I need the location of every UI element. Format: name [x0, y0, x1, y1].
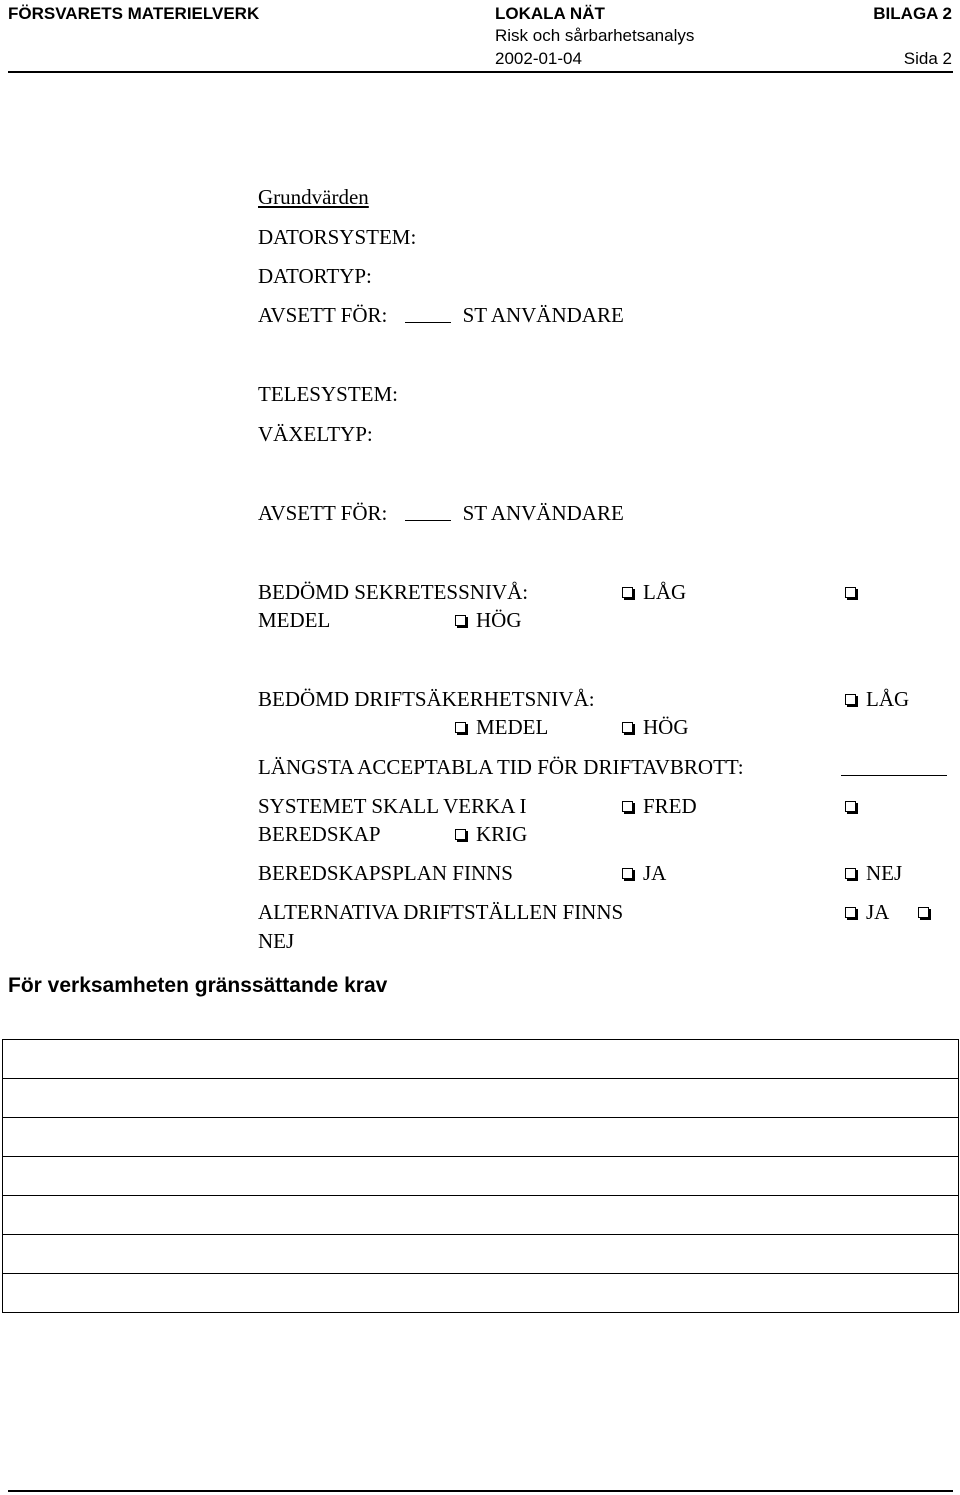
- table-cell[interactable]: [3, 1040, 959, 1079]
- table-cell[interactable]: [3, 1274, 959, 1313]
- header-date: 2002-01-04: [495, 49, 582, 68]
- table-cell[interactable]: [3, 1235, 959, 1274]
- table-row: [3, 1274, 959, 1313]
- table-row: [3, 1196, 959, 1235]
- drift-option-hog[interactable]: HÖG: [622, 715, 689, 739]
- plan-label: BEREDSKAPSPLAN FINNS: [258, 861, 513, 885]
- table-cell[interactable]: [3, 1157, 959, 1196]
- table-cell[interactable]: [3, 1079, 959, 1118]
- verka-option-beredskap-label: BEREDSKAP: [258, 822, 381, 846]
- section-heading: Grundvärden: [258, 185, 369, 209]
- avsett-for-row-2: [258, 501, 624, 525]
- checkbox-icon[interactable]: [845, 801, 856, 812]
- header-subtitle: Risk och sårbarhetsanalys: [495, 26, 695, 45]
- checkbox-icon[interactable]: [845, 587, 856, 598]
- sekretess-option-lag[interactable]: LÅG: [622, 580, 686, 604]
- table-row: [3, 1079, 959, 1118]
- table-row: [3, 1118, 959, 1157]
- users-count-field[interactable]: [405, 502, 451, 521]
- table-row: [3, 1157, 959, 1196]
- users-unit: ST ANVÄNDARE: [462, 501, 624, 525]
- table-row: [3, 1040, 959, 1079]
- checkbox-icon[interactable]: [845, 868, 856, 879]
- avsett-for-row-1: [258, 303, 624, 327]
- sekretess-option-hog[interactable]: HÖG: [455, 608, 522, 632]
- verka-option-krig[interactable]: KRIG: [455, 822, 527, 846]
- header-page: Sida 2: [903, 49, 952, 68]
- requirements-table: [2, 1039, 959, 1313]
- avsett-for-label: AVSETT FÖR:: [258, 303, 388, 327]
- header-org: FÖRSVARETS MATERIELVERK: [8, 4, 260, 23]
- plan-option-nej[interactable]: NEJ: [845, 861, 902, 885]
- checkbox-icon[interactable]: [622, 868, 633, 879]
- sekretess-option-medel-label: MEDEL: [258, 608, 331, 632]
- plan-option-ja[interactable]: JA: [622, 861, 666, 885]
- users-count-field[interactable]: [405, 304, 451, 323]
- header-attachment: BILAGA 2: [873, 4, 952, 23]
- sekretess-label: BEDÖMD SEKRETESSNIVÅ:: [258, 580, 529, 604]
- avsett-for-label: AVSETT FÖR:: [258, 501, 388, 525]
- avbrott-field[interactable]: [841, 757, 947, 780]
- header-title: LOKALA NÄT: [495, 4, 605, 23]
- requirements-heading: För verksamheten gränssättande krav: [8, 974, 388, 997]
- table-row: [3, 1235, 959, 1274]
- alt-option-nej-label: NEJ: [258, 929, 295, 953]
- datorsystem-label: DATORSYSTEM:: [258, 225, 417, 249]
- checkbox-icon[interactable]: [622, 801, 633, 812]
- checkbox-icon[interactable]: [622, 722, 633, 733]
- sekretess-option-medel-checkbox[interactable]: [845, 580, 866, 604]
- checkbox-icon[interactable]: [845, 907, 856, 918]
- datortyp-label: DATORTYP:: [258, 264, 372, 288]
- verka-option-beredskap-checkbox[interactable]: [845, 794, 866, 818]
- header-rule: [8, 71, 953, 73]
- vaxeltyp-label: VÄXELTYP:: [258, 422, 373, 446]
- verka-label: SYSTEMET SKALL VERKA I: [258, 794, 527, 818]
- drift-option-lag[interactable]: LÅG: [845, 687, 909, 711]
- checkbox-icon[interactable]: [918, 907, 929, 918]
- drift-option-medel[interactable]: MEDEL: [455, 715, 548, 739]
- alt-label: ALTERNATIVA DRIFTSTÄLLEN FINNS: [258, 900, 624, 924]
- users-unit: ST ANVÄNDARE: [462, 303, 624, 327]
- checkbox-icon[interactable]: [622, 587, 633, 598]
- verka-option-fred[interactable]: FRED: [622, 794, 697, 818]
- avbrott-label: LÄNGSTA ACCEPTABLA TID FÖR DRIFTAVBROTT:: [258, 755, 744, 779]
- checkbox-icon[interactable]: [455, 615, 466, 626]
- alt-option-ja[interactable]: JA: [845, 900, 889, 924]
- telesystem-label: TELESYSTEM:: [258, 382, 398, 406]
- footer-rule: [8, 1490, 953, 1492]
- drift-label: BEDÖMD DRIFTSÄKERHETSNIVÅ:: [258, 687, 595, 711]
- checkbox-icon[interactable]: [455, 829, 466, 840]
- checkbox-icon[interactable]: [845, 694, 856, 705]
- alt-option-nej-checkbox[interactable]: [918, 900, 939, 924]
- table-cell[interactable]: [3, 1118, 959, 1157]
- checkbox-icon[interactable]: [455, 722, 466, 733]
- table-cell[interactable]: [3, 1196, 959, 1235]
